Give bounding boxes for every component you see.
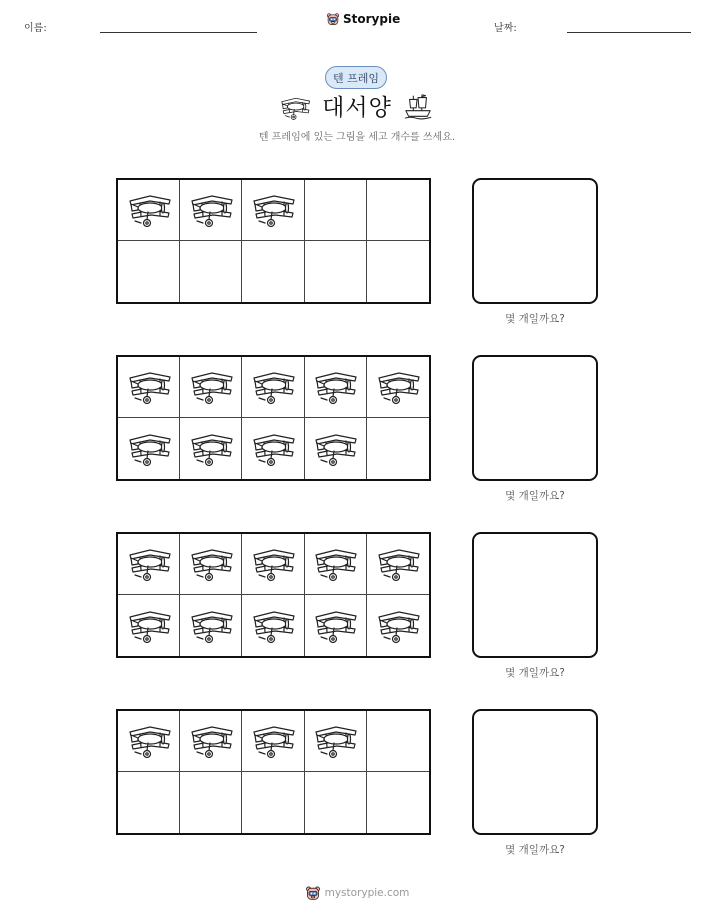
ten-frame-cell xyxy=(305,534,367,595)
ten-frame-cell xyxy=(180,772,242,833)
brand-name: Storypie xyxy=(343,12,401,26)
ten-frame-cell xyxy=(118,241,180,302)
biplane-icon xyxy=(250,190,296,230)
ten-frame-cell xyxy=(305,241,367,302)
ten-frame-cell xyxy=(367,418,429,479)
biplane-icon xyxy=(312,544,358,584)
biplane-icon xyxy=(126,190,172,230)
count-question: 몇 개일까요? xyxy=(505,844,565,856)
ten-frame-cell xyxy=(118,180,180,241)
biplane-icon xyxy=(250,721,296,761)
ten-frame-cell xyxy=(367,595,429,656)
ten-frame-cell xyxy=(118,595,180,656)
ten-frame-cell xyxy=(305,357,367,418)
instructions: 텐 프레임에 있는 그림을 세고 개수를 쓰세요. xyxy=(258,132,456,143)
answer-box[interactable] xyxy=(472,178,598,304)
ten-frame xyxy=(116,709,431,835)
biplane-icon xyxy=(250,544,296,584)
ten-frame-cell xyxy=(367,534,429,595)
biplane-icon xyxy=(126,721,172,761)
footer xyxy=(0,885,714,901)
biplane-icon xyxy=(126,544,172,584)
brand-logo xyxy=(326,12,400,26)
bear-logo-icon xyxy=(305,885,321,901)
biplane-icon xyxy=(188,606,234,646)
biplane-icon xyxy=(126,429,172,469)
footer-url: mystorypie.com xyxy=(324,887,410,899)
count-question: 몇 개일까요? xyxy=(505,313,565,325)
biplane-icon xyxy=(188,429,234,469)
biplane-icon xyxy=(375,367,421,407)
ten-frame-cell xyxy=(367,180,429,241)
ten-frame-cell xyxy=(180,534,242,595)
date-line[interactable] xyxy=(567,32,691,33)
ten-frame-cell xyxy=(180,711,242,772)
page-title: 대서양 xyxy=(322,95,392,121)
ten-frame-cell xyxy=(242,418,304,479)
ten-frame-cell xyxy=(242,357,304,418)
ten-frame-cell xyxy=(367,241,429,302)
bear-logo-icon xyxy=(326,12,340,26)
ten-frame-cell xyxy=(118,534,180,595)
ten-frame-cell xyxy=(242,534,304,595)
ten-frame-cell xyxy=(305,418,367,479)
ten-frame-cell xyxy=(118,772,180,833)
ten-frame-cell xyxy=(242,772,304,833)
ten-frame xyxy=(116,532,431,658)
ten-frame-cell xyxy=(367,357,429,418)
biplane-icon xyxy=(312,367,358,407)
biplane-icon xyxy=(312,606,358,646)
answer-box[interactable] xyxy=(472,709,598,835)
biplane-icon xyxy=(126,367,172,407)
biplane-icon xyxy=(188,367,234,407)
count-question: 몇 개일까요? xyxy=(505,490,565,502)
biplane-icon xyxy=(312,429,358,469)
ten-frame-cell xyxy=(367,711,429,772)
biplane-icon xyxy=(250,606,296,646)
ten-frame-cell xyxy=(180,180,242,241)
ten-frame-cell xyxy=(242,180,304,241)
biplane-icon xyxy=(375,606,421,646)
count-question: 몇 개일까요? xyxy=(505,667,565,679)
ten-frame xyxy=(116,355,431,481)
answer-box[interactable] xyxy=(472,355,598,481)
biplane-icon xyxy=(250,429,296,469)
ten-frame-cell xyxy=(118,711,180,772)
ship-icon xyxy=(403,92,433,120)
biplane-icon xyxy=(188,544,234,584)
ten-frame-cell xyxy=(180,418,242,479)
ten-frame-cell xyxy=(305,180,367,241)
ten-frame xyxy=(116,178,431,304)
ten-frame-cell xyxy=(367,772,429,833)
ten-frame-cell xyxy=(118,357,180,418)
ten-frame-cell xyxy=(242,241,304,302)
answer-box[interactable] xyxy=(472,532,598,658)
ten-frame-cell xyxy=(305,711,367,772)
biplane-icon xyxy=(312,721,358,761)
ten-frame-cell xyxy=(180,357,242,418)
topic-badge: 텐 프레임 xyxy=(325,66,387,89)
ten-frame-cell xyxy=(118,418,180,479)
ten-frame-cell xyxy=(305,595,367,656)
ten-frame-cell xyxy=(242,711,304,772)
ten-frame-cell xyxy=(180,595,242,656)
name-label: 이름: xyxy=(24,23,47,34)
ten-frame-cell xyxy=(180,241,242,302)
date-label: 날짜: xyxy=(494,23,517,34)
biplane-icon xyxy=(188,721,234,761)
biplane-icon xyxy=(188,190,234,230)
biplane-icon xyxy=(126,606,172,646)
ten-frame-cell xyxy=(305,772,367,833)
biplane-icon xyxy=(250,367,296,407)
biplane-icon xyxy=(375,544,421,584)
ten-frame-cell xyxy=(242,595,304,656)
name-line[interactable] xyxy=(100,32,257,33)
